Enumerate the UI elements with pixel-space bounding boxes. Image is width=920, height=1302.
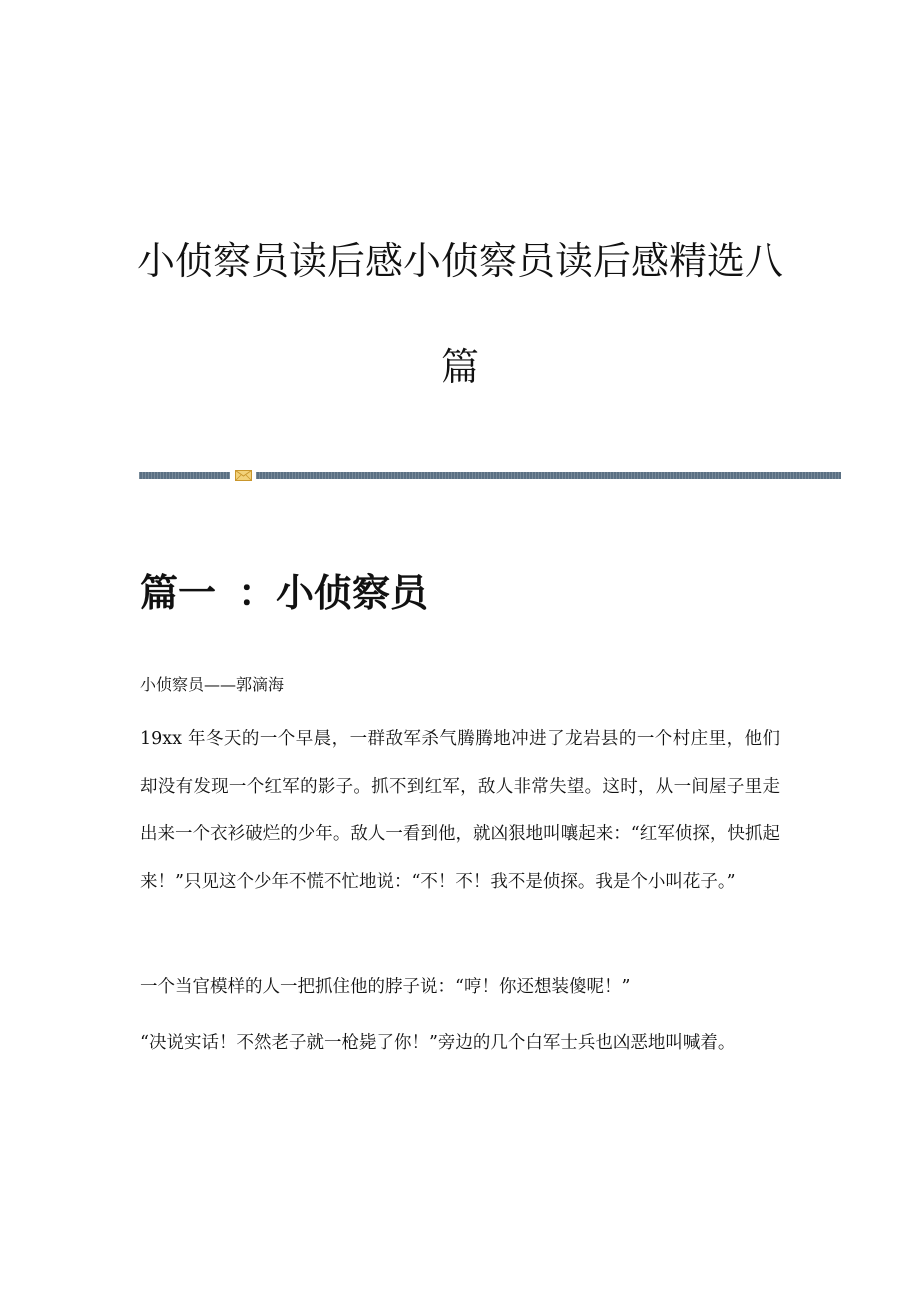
paragraph: 19xx 年冬天的一个早晨，一群敌军杀气腾腾地冲进了龙岩县的一个村庄里，他们却没有发现一个红军的影子。抓不到红军，敌人非常失望。这时，从一间屋子里走出来一个衣衫破烂的少年。敌人一看到他，就凶狠地叫嚷起来：“红军侦探，快抓起来！”只见这个少年不慌不忙地说：“不！不！我不是侦探。我是个小叫花子。”: [140, 729, 780, 892]
section-separator: ：: [238, 570, 277, 615]
section-heading: [140, 566, 428, 620]
paragraph: 一个当官模样的人一把抓住他的脖子说：“哼！你还想装傻呢！”: [140, 977, 631, 997]
section-name: 小侦察员: [276, 570, 429, 615]
divider-bar-left: [139, 472, 230, 479]
document-title: 小侦察员读后感小侦察员读后感精选八篇: [136, 239, 783, 389]
title-divider: [139, 470, 841, 480]
paragraph: “决说实话！不然老子就一枪毙了你！”旁边的几个白军士兵也凶恶地叫喊着。: [140, 1033, 736, 1053]
divider-bar-right: [256, 472, 841, 479]
section-label: 篇一: [140, 570, 217, 615]
article-byline: 小侦察员——郭滴海: [140, 675, 285, 694]
envelope-ornament-icon: [235, 470, 252, 481]
